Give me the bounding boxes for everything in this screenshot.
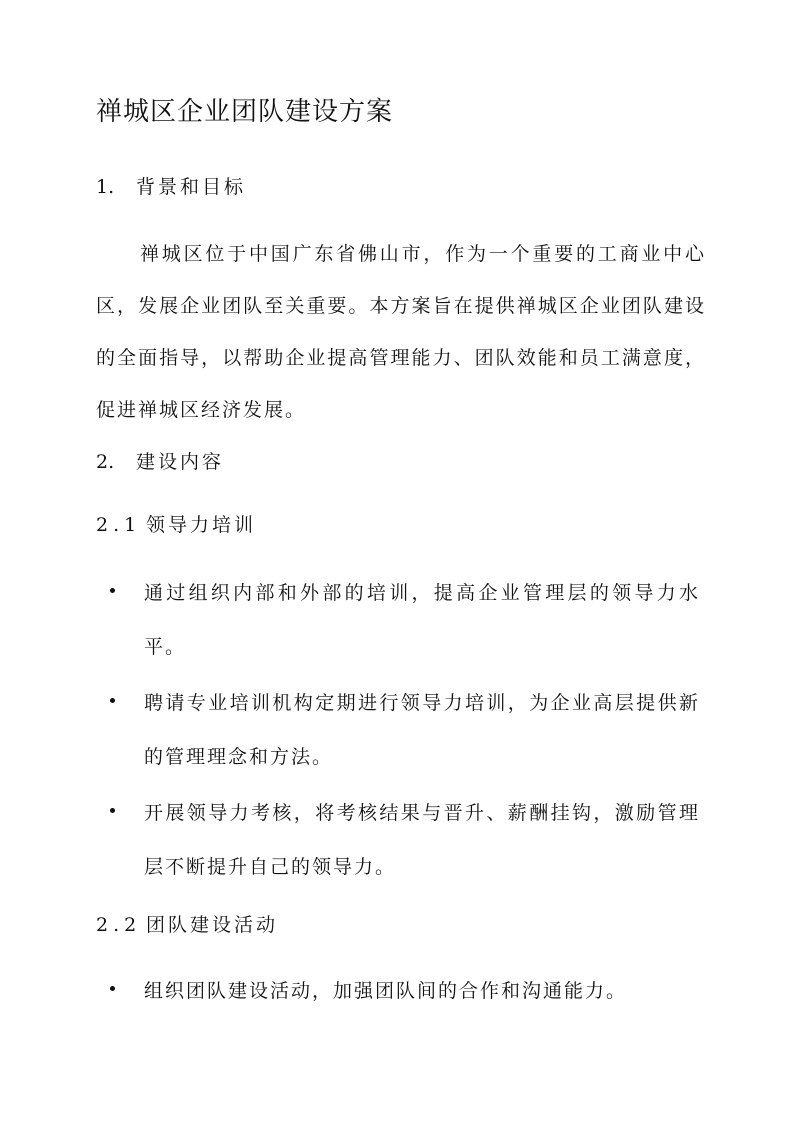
section-1-number: 1. [96, 176, 115, 198]
subsection-2-2-heading [96, 910, 278, 940]
bullet-icon [110, 986, 115, 991]
subsection-2-1-number: 2.1 [96, 514, 142, 536]
bullet-icon [110, 808, 115, 813]
subsection-2-1-heading [96, 510, 256, 540]
list-item [110, 786, 700, 894]
list-item [110, 964, 700, 1018]
section-2-number: 2. [96, 451, 115, 473]
section-1-paragraph: 禅城区位于中国广东省佛山市，作为一个重要的工商业中心区，发展企业团队至关重要。本方案旨在提供禅城区企业团队建设的全面指导，以帮助企业提高管理能力、团队效能和员工满意度，促进禅城区经济发展。 [96, 243, 706, 421]
subsection-2-2-number: 2.2 [96, 914, 142, 936]
section-2-heading [96, 447, 224, 477]
document-title: 禅城区企业团队建设方案 [96, 97, 394, 127]
subsection-2-2-title: 团队建设活动 [146, 914, 279, 936]
section-2-title: 建设内容 [136, 451, 225, 473]
list-item [110, 676, 700, 784]
bullet-icon [110, 698, 115, 703]
list-item-text: 通过组织内部和外部的培训，提高企业管理层的领导力水平。 [144, 582, 700, 658]
list-item-text: 组织团队建设活动，加强团队间的合作和沟通能力。 [144, 980, 628, 1002]
list-item-text: 聘请专业培训机构定期进行领导力培训，为企业高层提供新的管理理念和方法。 [144, 692, 700, 768]
subsection-2-1-title: 领导力培训 [146, 514, 257, 536]
list-item [110, 566, 700, 674]
bullet-icon [110, 588, 115, 593]
list-item-text: 开展领导力考核，将考核结果与晋升、薪酬挂钩，激励管理层不断提升自己的领导力。 [144, 802, 700, 878]
section-1-heading [96, 172, 246, 202]
section-1-title: 背景和目标 [136, 176, 247, 198]
